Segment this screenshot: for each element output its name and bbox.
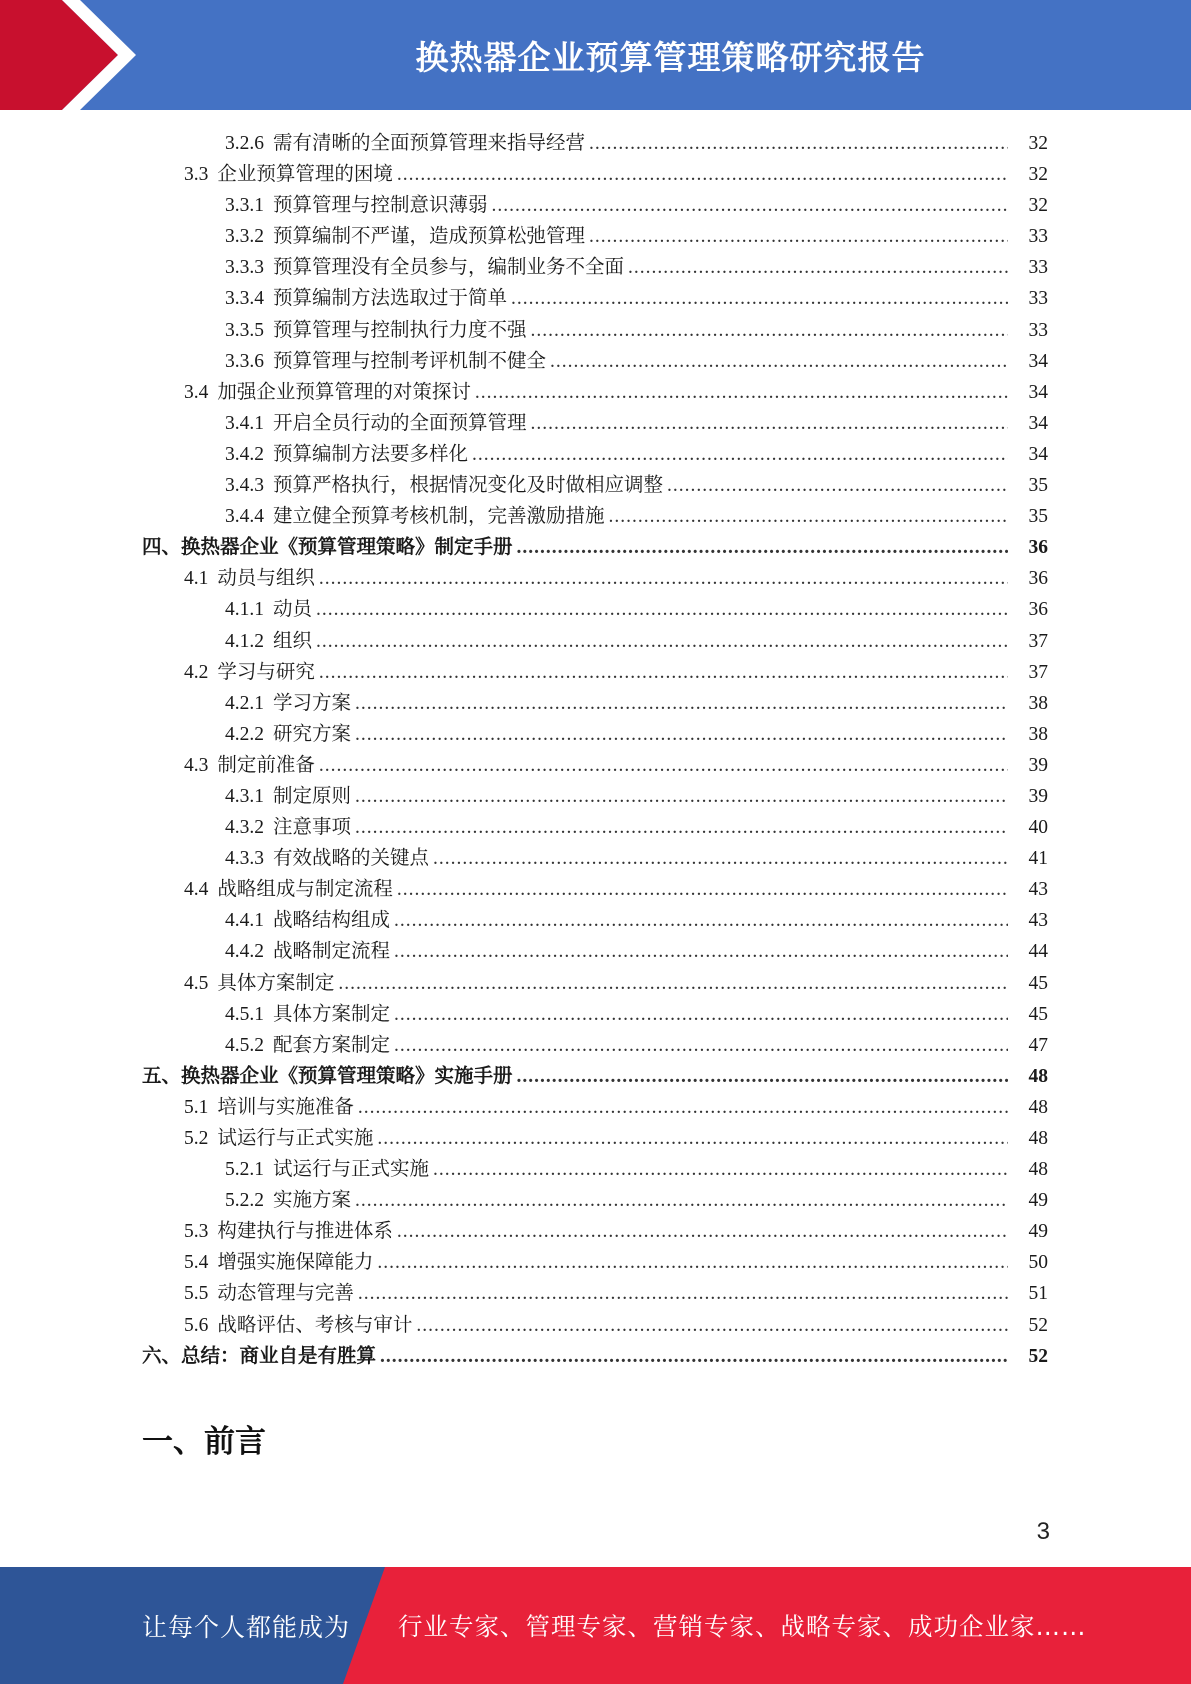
toc-entry[interactable] [0,719,1191,750]
toc-entry-title: 总结：商业自是有胜算 [181,1345,377,1367]
toc-dot-leader [377,1247,1008,1278]
toc-entry[interactable] [0,283,1191,314]
toc-entry-number: 4.3.1 [225,785,264,807]
toc-entry[interactable] [0,812,1191,843]
toc-entry-page: 32 [1028,133,1048,154]
toc-dot-leader [531,408,1008,439]
toc-entry-page: 35 [1028,475,1048,497]
toc-entry-page: 41 [1028,848,1048,870]
toc-entry[interactable] [0,346,1191,377]
toc-entry-title: 增强实施保障能力 [217,1252,374,1274]
toc-entry-title: 具体方案制定 [273,1003,391,1025]
toc-entry-number: 3.2.6 [225,133,264,154]
toc-entry[interactable] [0,563,1191,594]
toc-entry-number: 3.3.6 [225,350,264,372]
toc-entry[interactable] [0,1185,1191,1216]
toc-entry-page: 34 [1028,350,1048,372]
toc-dot-leader [433,843,1008,874]
toc-entry-number: 5.2.2 [225,1190,264,1212]
toc-entry-page: 36 [1028,537,1048,559]
toc-entry[interactable] [0,1061,1191,1092]
toc-dot-leader [397,159,1008,190]
page-number: 3 [1036,1518,1050,1545]
toc-entry-page: 32 [1028,164,1048,186]
toc-entry-page: 34 [1028,443,1048,465]
toc-entry[interactable] [0,1154,1191,1185]
toc-entry-number: 3.3.4 [225,288,264,310]
toc-dot-leader [667,470,1008,501]
toc-dot-leader [589,128,1008,159]
toc-entry-title: 战略评估、考核与审计 [217,1314,413,1336]
toc-dot-leader [355,1185,1008,1216]
toc-entry[interactable] [0,128,1191,159]
toc-dot-leader [609,501,1008,532]
toc-dot-leader [397,1216,1008,1247]
toc-entry-number: 3.4.4 [225,506,264,528]
toc-entry-title: 战略制定流程 [273,941,391,963]
toc-entry-page: 51 [1028,1283,1048,1305]
toc-entry-number: 3.3.1 [225,195,264,217]
toc-entry-title: 预算编制不严谨，造成预算松弛管理 [273,226,586,248]
toc-dot-leader [628,252,1008,283]
toc-entry-title: 企业预算管理的困境 [217,164,393,186]
toc-entry-number: 5.5 [184,1283,209,1305]
toc-entry[interactable] [0,626,1191,657]
toc-entry-number: 六、 [142,1345,182,1367]
toc-entry-title: 需有清晰的全面预算管理来指导经营 [273,133,586,154]
toc-entry-page: 38 [1028,723,1048,745]
toc-entry-title: 预算管理与控制意识薄弱 [273,195,488,217]
toc-entry[interactable] [0,501,1191,532]
toc-entry-page: 44 [1028,941,1048,963]
toc-entry[interactable] [0,688,1191,719]
report-title: 换热器企业预算管理策略研究报告 [415,37,926,77]
toc-entry-page: 48 [1028,1128,1048,1149]
toc-entry-page: 43 [1028,910,1048,932]
toc-entry-page: 49 [1028,1221,1048,1243]
toc-dot-leader [589,221,1008,252]
toc-entry-title: 制定原则 [273,785,352,807]
toc-entry-page: 45 [1028,972,1048,994]
toc-entry-number: 5.6 [184,1314,209,1336]
toc-entry-title: 试运行与正式实施 [217,1128,374,1149]
toc-entry-number: 4.1.2 [225,630,264,652]
toc-entry-title: 预算管理没有全员参与，编制业务不全面 [273,257,625,279]
toc-entry[interactable] [0,377,1191,408]
toc-entry-number: 5.2.1 [225,1159,264,1181]
toc-entry-number: 3.4.3 [225,475,264,497]
toc-entry-number: 4.4.1 [225,910,264,932]
toc-entry[interactable] [0,470,1191,501]
toc-entry-page: 38 [1028,692,1048,714]
toc-entry-title: 战略组成与制定流程 [217,879,393,901]
toc-entry-title: 注意事项 [273,817,352,839]
toc-dot-leader [394,905,1008,936]
toc-dot-leader [319,563,1008,594]
toc-entry-title: 培训与实施准备 [217,1096,354,1118]
toc-entry-page: 48 [1028,1096,1048,1118]
toc-dot-leader [511,283,1008,314]
toc-entry-number: 3.3.3 [225,257,264,279]
toc-entry-number: 5.1 [184,1096,209,1118]
toc-entry-number: 四、 [142,537,182,559]
toc-dot-leader [319,657,1008,688]
toc-dot-leader [517,1061,1008,1092]
toc-dot-leader [517,532,1008,563]
toc-entry[interactable] [0,999,1191,1030]
toc-entry-number: 5.3 [184,1221,209,1243]
toc-entry-page: 48 [1028,1159,1048,1181]
toc-entry-number: 3.3.5 [225,319,264,341]
toc-dot-leader [355,719,1008,750]
toc-dot-leader [416,1310,1008,1341]
toc-entry-page: 48 [1028,1065,1048,1087]
page-footer [0,1567,1191,1684]
toc-dot-leader [355,812,1008,843]
toc-dot-leader [380,1341,1008,1372]
toc-entry-page: 37 [1028,630,1048,652]
toc-entry-number: 4.5.1 [225,1003,264,1025]
toc-entry-number: 4.3.3 [225,848,264,870]
footer-slogan-left: 让每个人都能成为 [142,1612,351,1642]
toc-entry-page: 43 [1028,879,1048,901]
toc-dot-leader [394,1030,1008,1061]
toc-entry-title: 战略结构组成 [273,910,391,932]
toc-entry-page: 45 [1028,1003,1048,1025]
toc-entry[interactable] [0,1092,1191,1123]
toc-entry[interactable] [0,1123,1191,1154]
toc-entry-page: 40 [1028,817,1048,839]
toc-entry-title: 预算严格执行，根据情况变化及时做相应调整 [273,475,664,497]
section-heading: 一、前言 [142,1424,266,1460]
toc-dot-leader [394,999,1008,1030]
toc-entry-title: 建立健全预算考核机制，完善激励措施 [273,506,605,528]
toc-entry-page: 33 [1028,226,1048,248]
toc-entry[interactable] [0,936,1191,967]
toc-dot-leader [472,439,1008,470]
toc-entry-page: 33 [1028,257,1048,279]
toc-dot-leader [394,936,1008,967]
toc-entry[interactable] [0,1030,1191,1061]
toc-dot-leader [433,1154,1008,1185]
toc-entry-page: 49 [1028,1190,1048,1212]
toc-dot-leader [316,626,1008,657]
toc-dot-leader [316,594,1008,625]
toc-entry[interactable] [0,1216,1191,1247]
toc-entry-page: 50 [1028,1252,1048,1274]
toc-entry-title: 有效战略的关键点 [273,848,430,870]
toc-dot-leader [377,1123,1008,1154]
toc-entry-title: 组织 [273,630,313,652]
toc-entry-page: 35 [1028,506,1048,528]
toc-entry-title: 动态管理与完善 [217,1283,354,1305]
toc-entry-number: 4.1.1 [225,599,264,621]
toc-dot-leader [358,1278,1008,1309]
toc-entry-page: 39 [1028,785,1048,807]
toc-entry-title: 预算编制方法选取过于简单 [273,288,508,310]
toc-entry-number: 4.2.1 [225,692,264,714]
toc-entry-title: 加强企业预算管理的对策探讨 [217,381,471,403]
toc-dot-leader [358,1092,1008,1123]
toc-entry-number: 3.4.2 [225,443,264,465]
toc-entry[interactable] [0,657,1191,688]
toc-entry-title: 动员与组织 [217,568,315,590]
toc-entry-title: 构建执行与推进体系 [217,1221,393,1243]
toc-entry-number: 3.4.1 [225,412,264,434]
toc-entry-title: 学习与研究 [217,661,315,683]
toc-entry-page: 33 [1028,288,1048,310]
toc-entry[interactable] [0,532,1191,563]
toc-entry[interactable] [0,1341,1191,1372]
toc-entry[interactable] [0,221,1191,252]
toc-entry-title: 制定前准备 [217,754,315,776]
toc-entry-number: 4.3.2 [225,817,264,839]
toc-dot-leader [355,688,1008,719]
toc-entry-title: 预算管理与控制考评机制不健全 [273,350,547,372]
toc-entry-page: 39 [1028,754,1048,776]
chevron-logo-icon [0,0,160,110]
toc-entry-title: 换热器企业《预算管理策略》制定手册 [181,537,513,559]
toc-entry-number: 4.5 [184,972,209,994]
toc-entry-number: 五、 [142,1065,182,1087]
toc-entry[interactable] [0,408,1191,439]
toc-entry-page: 47 [1028,1034,1048,1056]
toc-dot-leader [397,874,1008,905]
toc-entry-page: 32 [1028,195,1048,217]
toc-entry-number: 3.3 [184,164,209,186]
toc-entry-number: 5.2 [184,1128,209,1149]
toc-entry-title: 预算编制方法要多样化 [273,443,469,465]
toc-entry-title: 动员 [273,599,313,621]
toc-entry-page: 37 [1028,661,1048,683]
toc-entry-number: 4.4.2 [225,941,264,963]
toc-entry[interactable] [0,159,1191,190]
toc-dot-leader [355,781,1008,812]
toc-entry-title: 开启全员行动的全面预算管理 [273,412,527,434]
table-of-contents [0,128,1191,1372]
toc-entry-number: 4.3 [184,754,209,776]
toc-entry-title: 研究方案 [273,723,352,745]
toc-entry-title: 换热器企业《预算管理策略》实施手册 [181,1065,513,1087]
toc-entry[interactable] [0,252,1191,283]
toc-entry[interactable] [0,315,1191,346]
toc-entry-number: 5.4 [184,1252,209,1274]
toc-entry-number: 4.1 [184,568,209,590]
toc-entry-number: 4.4 [184,879,209,901]
toc-entry-page: 36 [1028,599,1048,621]
toc-entry-title: 具体方案制定 [217,972,335,994]
toc-entry-page: 36 [1028,568,1048,590]
toc-entry-number: 4.2 [184,661,209,683]
toc-entry-title: 学习方案 [273,692,352,714]
toc-entry[interactable] [0,843,1191,874]
toc-entry-number: 3.4 [184,381,209,403]
toc-entry[interactable] [0,750,1191,781]
toc-dot-leader [550,346,1008,377]
toc-entry-title: 试运行与正式实施 [273,1159,430,1181]
toc-entry-number: 4.5.2 [225,1034,264,1056]
toc-dot-leader [338,968,1008,999]
footer-slogan-right: 行业专家、管理专家、营销专家、战略专家、成功企业家…… [398,1612,1087,1641]
toc-entry[interactable] [0,594,1191,625]
toc-entry-page: 34 [1028,412,1048,434]
toc-dot-leader [319,750,1008,781]
toc-entry-number: 3.3.2 [225,226,264,248]
toc-entry[interactable] [0,1310,1191,1341]
toc-dot-leader [492,190,1008,221]
toc-dot-leader [531,315,1008,346]
toc-dot-leader [475,377,1008,408]
toc-entry-page: 33 [1028,319,1048,341]
toc-entry[interactable] [0,1247,1191,1278]
toc-entry[interactable] [0,439,1191,470]
toc-entry-number: 4.2.2 [225,723,264,745]
toc-entry-page: 52 [1028,1345,1048,1367]
toc-entry-title: 预算管理与控制执行力度不强 [273,319,527,341]
toc-entry[interactable] [0,190,1191,221]
toc-entry[interactable] [0,781,1191,812]
toc-entry-title: 配套方案制定 [273,1034,391,1056]
toc-entry[interactable] [0,968,1191,999]
page-header [0,0,1191,110]
toc-entry-title: 实施方案 [273,1190,352,1212]
toc-entry[interactable] [0,1278,1191,1309]
toc-entry-page: 34 [1028,381,1048,403]
toc-entry[interactable] [0,874,1191,905]
toc-entry[interactable] [0,905,1191,936]
toc-entry-page: 52 [1028,1314,1048,1336]
